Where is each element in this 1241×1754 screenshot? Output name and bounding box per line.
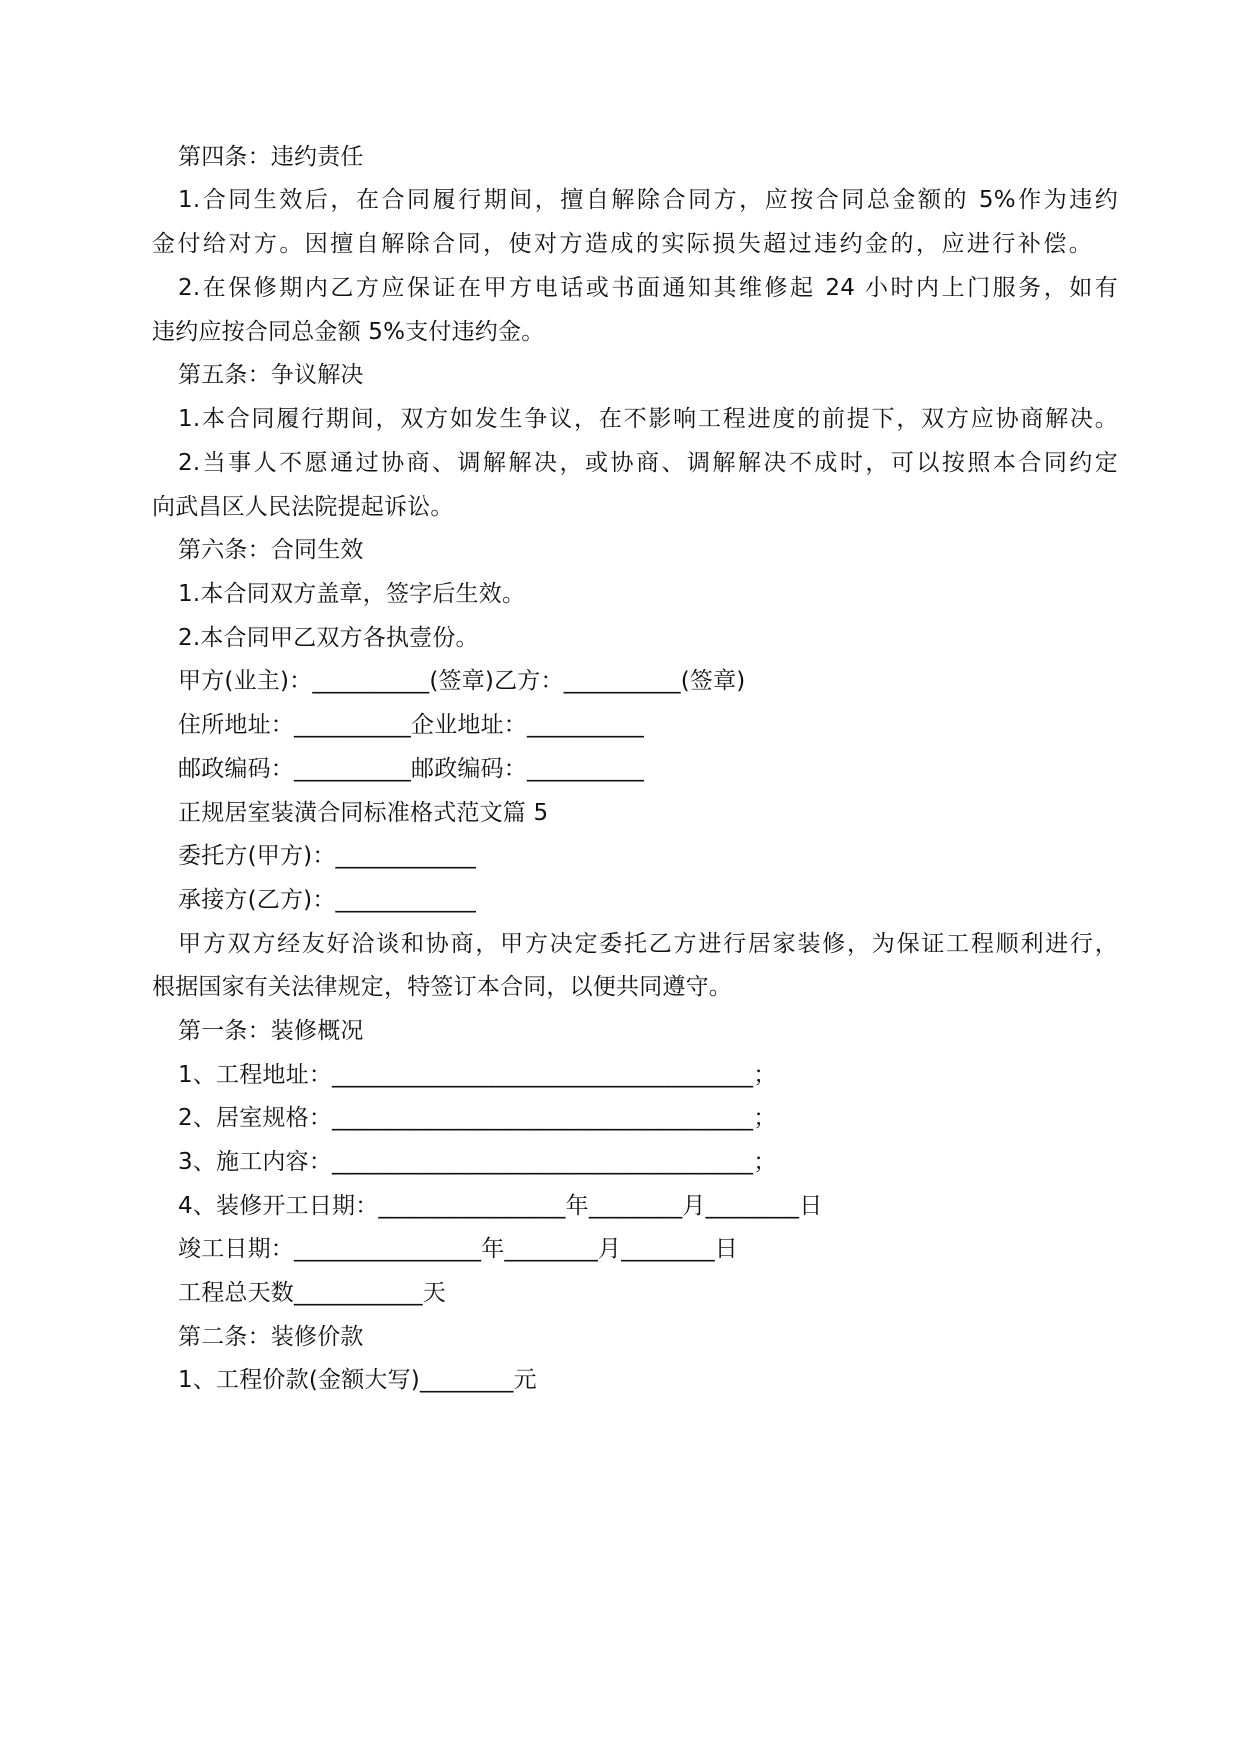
paragraph-line: 2.在保修期内乙方应保证在甲方电话或书面通知其维修起 24 小时内上门服务，如有 [178, 275, 1118, 301]
form-line: 4、装修开工日期：________________年________月________日 [178, 1193, 823, 1219]
paragraph-line: 1.本合同双方盖章，签字后生效。 [178, 581, 526, 607]
paragraph-line: 根据国家有关法律规定，特签订本合同，以便共同遵守。 [152, 974, 732, 1000]
form-line: 1、工程价款(金额大写)________元 [178, 1367, 537, 1393]
form-line: 2、居室规格：____________________________________； [178, 1105, 777, 1131]
form-line: 3、施工内容：____________________________________； [178, 1149, 777, 1175]
form-line: 1、工程地址：____________________________________； [178, 1062, 777, 1088]
signature-line: 甲方(业主)：__________(签章)乙方：__________(签章) [178, 668, 746, 694]
paragraph-line: 1.合同生效后，在合同履行期间，擅自解除合同方，应按合同总金额的 5%作为违约 [178, 187, 1118, 213]
party-a-line: 委托方(甲方)：____________ [178, 843, 476, 869]
article-1-heading: 第一条：装修概况 [178, 1018, 364, 1044]
paragraph-line: 金付给对方。因擅自解除合同，使对方造成的实际损失超过违约金的，应进行补偿。 [152, 231, 1092, 257]
paragraph-line: 2.当事人不愿通过协商、调解解决，或协商、调解解决不成时，可以按照本合同约定 [178, 450, 1118, 476]
paragraph-line: 甲方双方经友好洽谈和协商，甲方决定委托乙方进行居家装修，为保证工程顺利进行， [178, 931, 1118, 957]
paragraph-line: 违约应按合同总金额 5%支付违约金。 [152, 319, 545, 345]
party-b-line: 承接方(乙方)：____________ [178, 887, 476, 913]
article-6-heading: 第六条：合同生效 [178, 537, 364, 563]
form-line: 工程总天数___________天 [178, 1280, 446, 1306]
postcode-line: 邮政编码：__________邮政编码：__________ [178, 756, 644, 782]
paragraph-line: 2.本合同甲乙双方各执壹份。 [178, 625, 479, 651]
paragraph-line: 向武昌区人民法院提起诉讼。 [152, 494, 454, 520]
paragraph-line: 1.本合同履行期间，双方如发生争议，在不影响工程进度的前提下，双方应协商解决。 [178, 406, 1118, 432]
section-title: 正规居室装潢合同标准格式范文篇 5 [178, 800, 549, 826]
address-line: 住所地址：__________企业地址：__________ [178, 712, 644, 738]
article-2-heading: 第二条：装修价款 [178, 1324, 364, 1350]
article-5-heading: 第五条：争议解决 [178, 362, 364, 388]
form-line: 竣工日期：________________年________月________日 [178, 1236, 738, 1262]
article-4-heading: 第四条：违约责任 [178, 144, 364, 170]
